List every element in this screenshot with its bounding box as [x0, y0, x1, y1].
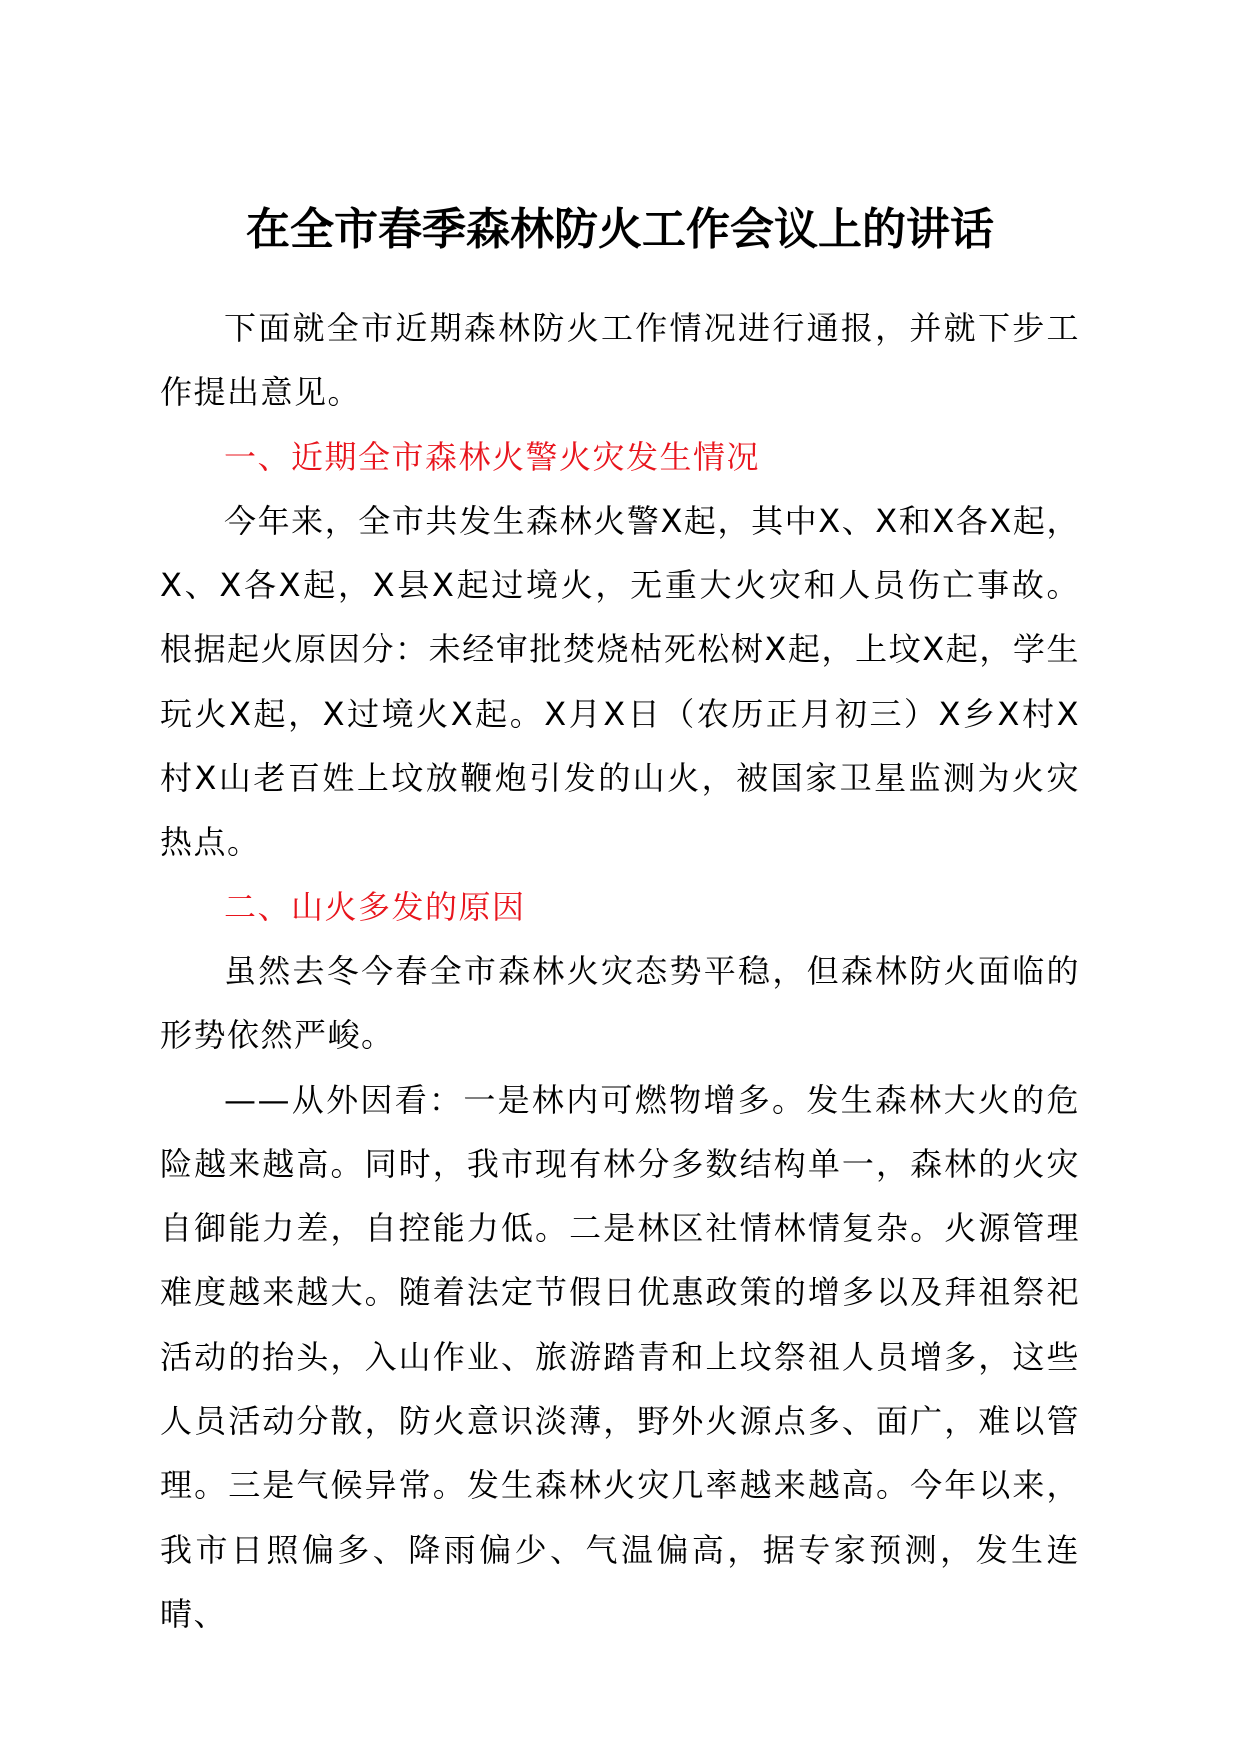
intro-paragraph: 下面就全市近期森林防火工作情况进行通报，并就下步工作提出意见。 [160, 309, 1080, 412]
document-body [160, 192, 1080, 1646]
section-2-paragraph-1: 虽然去冬今春全市森林火灾态势平稳，但森林防火面临的形势依然严峻。 [160, 951, 1080, 1055]
section-2-paragraph-2: ——从外因看：一是林内可燃物增多。发生森林大火的危险越来越高。同时，我市现有林分多数结构单一，森林的火灾自御能力差，自控能力低。二是林区社情林情复杂。火源管理难度越来越大。随着法定节假日优惠政策的增多以及拜祖祭祀活动的抬头，入山作业、旅游踏青和上坟祭祖人员增多，这些人员活动分散，防火意识淡薄，野外火源点多、面广，难以管理。三是气候异常。发生森林火灾几率越来越高。今年以来，我市日照偏多、降雨偏少、气温偏高，据专家预测，发生连晴、 [160, 1080, 1080, 1633]
document-title: 在全市春季森林防火工作会议上的讲话 [246, 204, 994, 255]
section-1-paragraph: 今年来，全市共发生森林火警X起，其中X、X和X各X起，X、X各X起，X县X起过境火，无重大火灾和人员伤亡事故。根据起火原因分：未经审批焚烧枯死松树X起，上坟X起，学生玩火X起，X过境火X起。X月X日（农历正月初三）X乡X村X村X山老百姓上坟放鞭炮引发的山火，被国家卫星监测为火灾热点。 [160, 501, 1080, 862]
section-heading-1: 一、近期全市森林火警火灾发生情况 [224, 437, 761, 476]
section-heading-2: 二、山火多发的原因 [224, 887, 526, 926]
